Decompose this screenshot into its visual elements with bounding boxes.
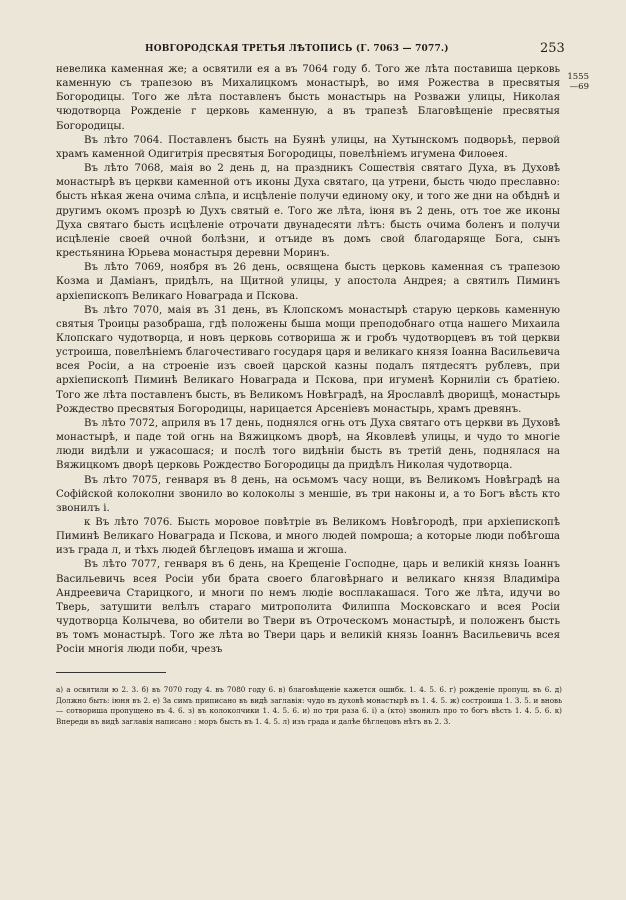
page-header — [0, 41, 626, 58]
paragraph: Въ лѣто 7072, априля въ 17 день, поднялся огнь отъ Духа святаго отъ церкви въ Духовѣ монастырѣ, и паде той огнь на Вяжицкомъ дворѣ, на Яковлевѣ улицы, и чудо то многіе люди видѣли и ужасошася; и послѣ того видѣніи бысть въ третій день, поднялася на Вяжицкомъ дворѣ церковь Рождество Богородицы да придѣлъ Николая чудотворца. — [56, 417, 560, 472]
footnote-text: а) а освятили ю 2. 3. б) въ 7070 году 4. въ 7080 году 6. в) благовѣщеніе кажется ошибк. 1. 4. 5. 6. г) рожденіе пропущ. въ 6. д) Должно быть: іюня въ 2. е) За симъ приписано въ видѣ заглавія: чудо въ духовѣ монастырѣ въ 1. 4. 5. ж) состроиша 1. 3. 5. и вновь — сотвориша пропущено въ 4. 6. з) въ колоколчики 1. 4. 5. 6. и) по три раза 6. і) а (кто) звонилъ про то богъ вѣсть 1. 4. 5. 6. к) Впереди въ видѣ заглавія написано : моръ бысть въ 1. 4. 5. л) изъ града и далѣе бѣглецовъ нѣтъ въ 2. 3. — [56, 685, 562, 726]
paragraph: Въ лѣто 7070, маія въ 31 день, въ Клопскомъ монастырѣ старую церковь каменную святыя Троицы разобраша, гдѣ положены быша мощи преподобнаго отца нашего Михаила Клопскаго чудотворца, и новъ церковь сотвориша ж и гробъ чудотворцевъ въ той церкви устроиша, повелѣніемъ благочестиваго государя царя и великаго князя Іоанна Васильевича всея Росіи, а на строеніе изъ своей царской казны подалъ пятдесятъ рублевъ, при архіепископѣ Пиминѣ Великаго Новаграда и Пскова, при игуменѣ Корниліи съ братіею. Того же лѣта поставленъ бысть, въ Великомъ Новѣградѣ, на Ярославлѣ дворищѣ, монастырь Рождество пресвятыя Богородицы, нарицается Арсеніевъ монастырь, храмъ древянъ. — [56, 304, 560, 415]
paragraph: Въ лѣто 7069, ноября въ 26 день, освящена бысть церковь каменная съ трапезою Козма и Даміанъ, придѣлъ, на Щитной улицы, у апостола Андрея; а святилъ Пиминъ архіепископъ Великаго Новаграда и Пскова. — [56, 262, 560, 302]
paragraph: к Въ лѣто 7076. Бысть моровое повѣтріе въ Великомъ Новѣгородѣ, при архіепископѣ Пиминѣ Великаго Новаграда и Пскова, и много людей помроша; а которые люди побѣгоша изъ града л, и тѣхъ людей бѣглецовъ имаша и жгоша. — [56, 517, 560, 557]
paragraph: Въ лѣто 7064. Поставленъ бысть на Буянѣ улицы, на Хутынскомъ подворьѣ, первой храмъ каменной Одигитрія пресвятыя Богородицы, повелѣніемъ игумена Филоѳея. — [56, 134, 560, 160]
footnote-separator — [56, 672, 166, 673]
main-text — [56, 63, 560, 658]
running-title: НОВГОРОДСКАЯ ТРЕТЬЯ ЛѢТОПИСЬ (Г. 7063 — 7077.) — [145, 44, 449, 54]
margin-year-range: 1555 —69 — [567, 72, 589, 92]
paragraph: невелика каменная же; а освятили ея а въ 7064 году б. Того же лѣта поставиша церковь каменную съ трапезою въ Михалицкомъ монастырѣ, во имя Рожества в пресвятыя Богородицы. Того же лѣта поставленъ бысть монастырь на Розважи улицы, Николая чюдотворца Рожденіе г церковь каменную, а въ трапезѣ Благовѣщеніе пресвятыя Богородицы. — [56, 64, 560, 132]
page-number: 253 — [540, 41, 565, 56]
paragraph: Въ лѣто 7077, генваря въ 6 день, на Крещеніе Господне, царь и великій князь Іоаннъ Васильевичь всея Росіи уби брата своего благовѣрнаго и великаго князя Владиміра Андреевича Старицкого, и многи по немъ людіе восплакашася. Того же лѣта, идучи во Тверь, затушити велѣлъ стараго митрополита Филиппа Московскаго и всея Росіи чудотворца Колычева, во обители во Твери въ Отроческомъ монастырѣ, и положенъ бысть въ томъ монастырѣ. Того же лѣта во Твери царь и великій князь Іоаннъ Васильевичь всея Росіи многія люди поби, чрезъ — [56, 559, 560, 656]
paragraph: Въ лѣто 7075, генваря въ 8 день, на осьмомъ часу нощи, въ Великомъ Новѣградѣ на Софійской колоколни звонило во колоколы з меншіе, въ три наконы и, а то Богъ вѣсть кто звонилъ і. — [56, 474, 560, 514]
footnotes — [56, 685, 562, 727]
paragraph: Въ лѣто 7068, маія во 2 день д, на праздникъ Сошествія святаго Духа, въ Духовѣ монастырѣ въ церкви каменной отъ иконы Духа святаго, ца утрени, бысть чюдо преславно: бысть нѣкая жена очима слѣпа, и исцѣленіе получи единому оку, и того же дни на обѣднѣ и другимъ окомъ прозрѣ ю Духъ святый е. Того же лѣта, іюня въ 2 день, отъ тое же иконы Духа святаго бысть исцѣленіе отрочати двунадесяти лѣтъ: бысть очима боленъ и получи исцѣленіе своей очной болѣзни, и отъиде въ домъ свой благодаряще Бога, сынъ крестьянина Юрьева монастыря деревни Моринъ. — [56, 163, 560, 260]
